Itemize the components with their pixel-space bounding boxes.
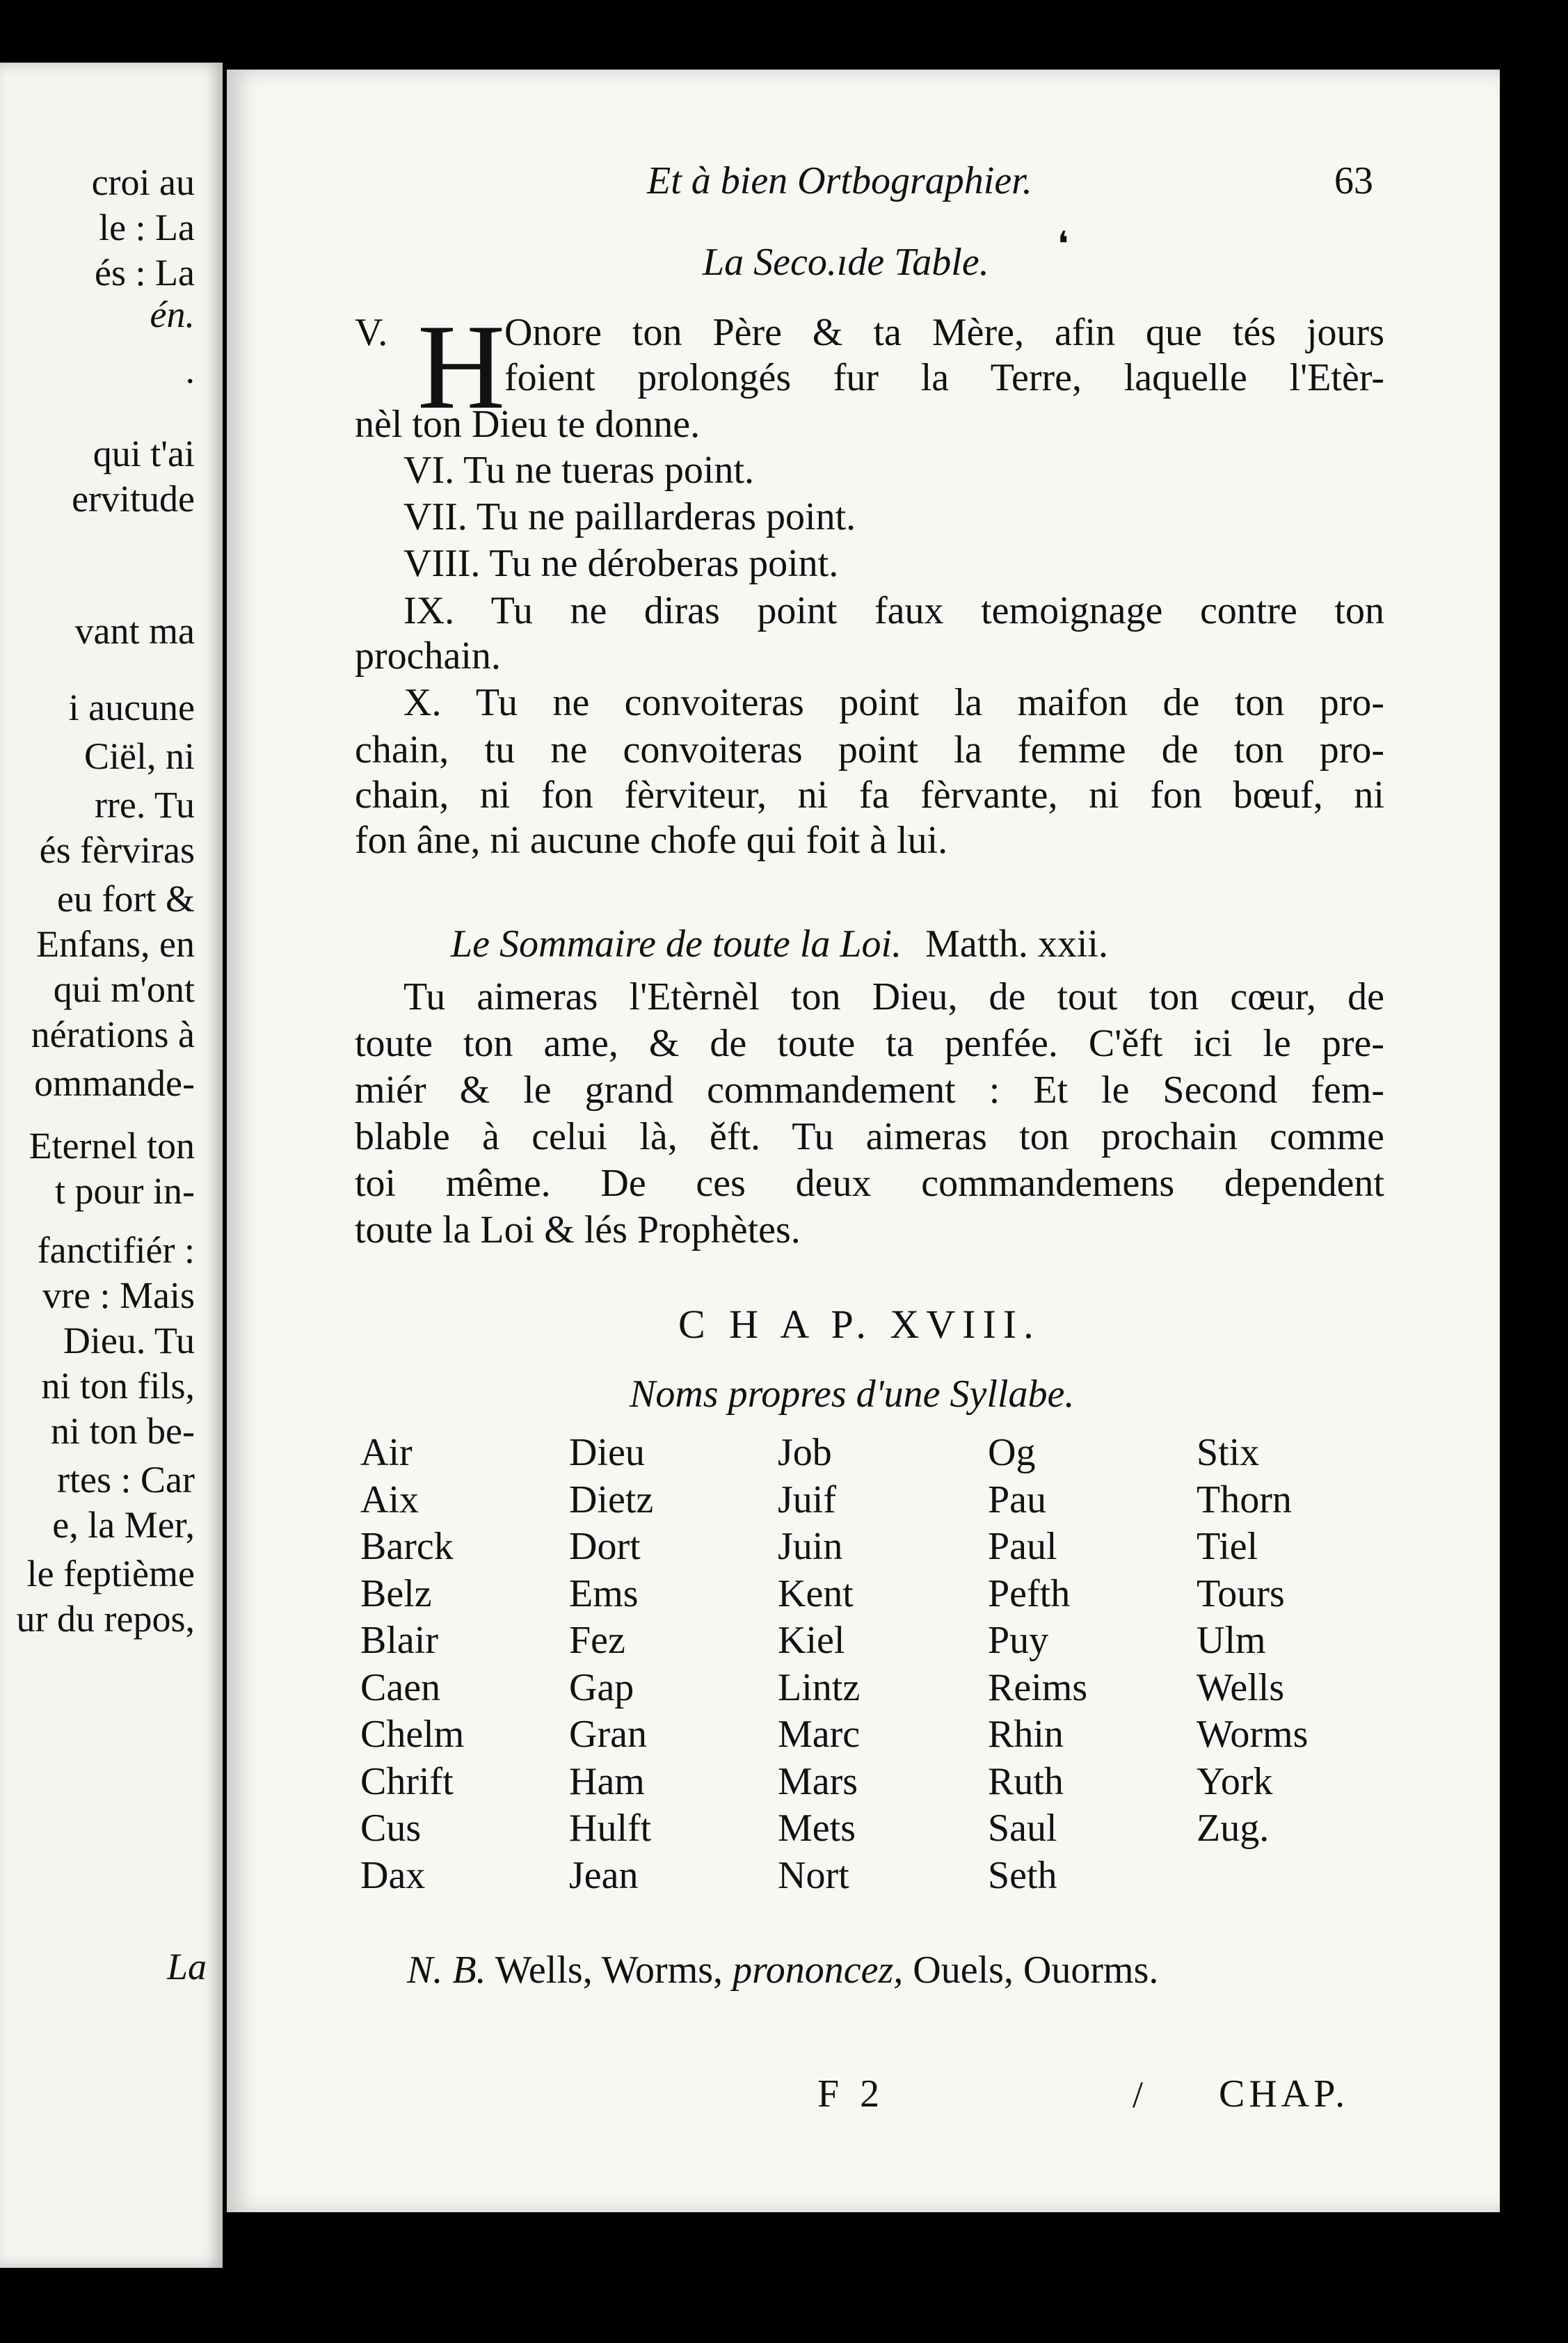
name-entry: Ems xyxy=(569,1572,639,1615)
name-entry: Zug. xyxy=(1197,1807,1270,1850)
sommaire-line: miér & le grand commandement : Et le Second fem- xyxy=(355,1069,1384,1112)
left-page-fragment: ur du repos, xyxy=(16,1598,195,1640)
nb-words: Wells, Worms, xyxy=(495,1949,723,1992)
name-column xyxy=(1197,1430,1308,1853)
name-entry: Dax xyxy=(360,1853,426,1897)
name-entry: Dieu xyxy=(569,1431,645,1474)
name-column xyxy=(360,1430,464,1899)
name-entry: Wells xyxy=(1197,1665,1285,1709)
left-page-fragment: vre : Mais xyxy=(42,1274,195,1316)
left-page-fragment: Enfans, en xyxy=(36,923,195,965)
name-entry: Pefth xyxy=(988,1572,1071,1615)
catchword: CHAP. xyxy=(1219,2072,1350,2116)
left-page xyxy=(0,63,223,2268)
name-entry: Hulft xyxy=(569,1807,652,1850)
name-entry: Blair xyxy=(360,1619,438,1662)
left-page-fragment: vant ma xyxy=(74,610,195,652)
nb-verb: prononcez, xyxy=(733,1949,904,1992)
name-entry: Gran xyxy=(569,1713,647,1756)
commandment-line: prochain. xyxy=(355,634,501,678)
left-page-fragment: nérations à xyxy=(31,1014,195,1055)
left-page-fragment: rtes : Car xyxy=(57,1459,195,1501)
name-entry: Paul xyxy=(988,1525,1057,1568)
name-column xyxy=(569,1430,653,1899)
name-entry: Cus xyxy=(360,1807,422,1850)
name-entry: Kiel xyxy=(778,1619,845,1662)
name-entry: Saul xyxy=(988,1807,1057,1850)
nb-note xyxy=(407,1948,1158,1992)
name-entry: Ulm xyxy=(1197,1619,1266,1662)
commandment-line: Onore ton Père & ta Mère, afin que tés jours xyxy=(504,311,1384,354)
name-entry: Mets xyxy=(778,1807,856,1850)
commandment-line: X. Tu ne convoiteras point la maifon de ton pro- xyxy=(403,681,1384,724)
name-entry: Fez xyxy=(569,1619,625,1662)
commandment-line: VIII. Tu ne déroberas point. xyxy=(403,542,839,585)
left-page-fragment: Dieu. Tu xyxy=(63,1320,195,1361)
name-entry: Tiel xyxy=(1197,1525,1258,1568)
sommaire-heading xyxy=(451,922,1108,966)
name-entry: Og xyxy=(988,1431,1036,1474)
name-entry: Mars xyxy=(778,1759,858,1803)
left-page-fragment: t pour in- xyxy=(55,1170,195,1212)
commandment-line: nèl ton Dieu te donne. xyxy=(355,403,701,446)
name-entry: Juin xyxy=(778,1525,843,1568)
left-page-fragment: qui m'ont xyxy=(53,968,195,1010)
name-entry: Pau xyxy=(988,1478,1046,1521)
name-entry: Air xyxy=(360,1431,413,1474)
left-page-fragment: eu fort & xyxy=(57,878,195,920)
left-page-fragment: ommande- xyxy=(34,1062,195,1104)
nb-pronunciation: Ouels, Ouorms. xyxy=(913,1949,1159,1992)
name-entry: Lintz xyxy=(778,1665,861,1709)
name-entry: Marc xyxy=(778,1713,861,1756)
section-title: La Seco.ıde Table. xyxy=(703,241,989,284)
commandment-line: fon âne, ni aucune chofe qui foit à lui. xyxy=(355,819,948,862)
left-page-fragment: Eternel ton xyxy=(29,1125,195,1167)
name-entry: Reims xyxy=(988,1665,1088,1709)
name-entry: Puy xyxy=(988,1619,1049,1662)
name-entry: Belz xyxy=(360,1572,432,1615)
ink-mark: ❛ xyxy=(1057,225,1069,264)
sommaire-line: blable à celui là, ěft. Tu aimeras ton prochain comme xyxy=(355,1115,1384,1158)
sommaire-title: Le Sommaire de toute la Loi. xyxy=(451,922,902,966)
left-page-fragment: rre. Tu xyxy=(94,784,195,826)
sommaire-reference: Matth. xxii. xyxy=(925,922,1108,966)
commandment-line: IX. Tu ne diras point faux temoignage contre ton xyxy=(403,589,1384,632)
left-page-fragment: és fèrviras xyxy=(39,829,195,871)
name-entry: Stix xyxy=(1197,1431,1260,1474)
left-page-fragment: ni ton fils, xyxy=(41,1365,195,1407)
name-column xyxy=(988,1430,1087,1899)
name-entry: Jean xyxy=(569,1853,639,1897)
signature-mark: F 2 xyxy=(817,2072,886,2116)
name-entry: Chrift xyxy=(360,1759,454,1803)
name-entry: Chelm xyxy=(360,1713,465,1756)
left-page-fragment: le feptième xyxy=(26,1553,195,1594)
left-page-fragment: ni ton be- xyxy=(51,1410,195,1452)
name-entry: Gap xyxy=(569,1665,634,1709)
name-entry: Dort xyxy=(569,1525,641,1568)
left-page-fragment: én. xyxy=(150,294,195,335)
commandment-line: chain, ni fon fèrviteur, ni fa fèrvante, ni fon bœuf, ni xyxy=(355,774,1384,817)
name-entry: Tours xyxy=(1197,1572,1285,1615)
left-page-fragment: croi au xyxy=(91,161,195,203)
left-page-fragment: ervitude xyxy=(72,478,195,520)
name-entry: Aix xyxy=(360,1478,419,1521)
drop-cap-h: H xyxy=(417,299,506,434)
name-entry: Job xyxy=(778,1431,832,1474)
names-heading: Noms propres d'une Syllabe. xyxy=(630,1373,1075,1416)
left-page-fragment: La xyxy=(167,1946,207,1988)
running-head: Et à bien Ortbographier. xyxy=(647,159,1032,202)
left-page-fragment: i aucune xyxy=(68,687,195,728)
left-page-fragment: Ciël, ni xyxy=(84,735,195,777)
name-entry: Rhin xyxy=(988,1713,1064,1756)
sommaire-line: toute la Loi & lés Prophètes. xyxy=(355,1208,801,1252)
name-entry: Ruth xyxy=(988,1759,1064,1803)
page-number: 63 xyxy=(1334,159,1373,202)
sommaire-line: toi même. De ces deux commandemens dependent xyxy=(355,1162,1384,1205)
left-page-fragment: és : La xyxy=(95,252,195,294)
commandment-line: VII. Tu ne paillarderas point. xyxy=(403,495,856,538)
name-entry: Juif xyxy=(778,1478,836,1521)
commandment-line: V. xyxy=(355,311,388,354)
name-entry: Kent xyxy=(778,1572,854,1615)
name-entry: Worms xyxy=(1197,1713,1309,1756)
left-page-fragment: fanctifiér : xyxy=(37,1229,195,1271)
chapter-title: C H A P. XVIII. xyxy=(678,1302,1041,1347)
nb-prefix: N. B. xyxy=(407,1949,486,1992)
name-entry: York xyxy=(1197,1759,1273,1803)
left-page-fragment: le : La xyxy=(99,207,195,248)
commandment-line: foient prolongés fur la Terre, laquelle l'Etèr- xyxy=(504,356,1384,399)
left-page-fragment: qui t'ai xyxy=(93,433,195,474)
ink-slash-mark: / xyxy=(1133,2074,1144,2116)
name-column xyxy=(778,1430,860,1899)
left-page-fragment: . xyxy=(185,349,195,391)
name-entry: Caen xyxy=(360,1665,441,1709)
commandment-line: chain, tu ne convoiteras point la femme de ton pro- xyxy=(355,728,1384,771)
left-page-fragment: e, la Mer, xyxy=(52,1504,195,1546)
name-entry: Ham xyxy=(569,1759,645,1803)
name-entry: Seth xyxy=(988,1853,1057,1897)
name-entry: Barck xyxy=(360,1525,454,1568)
sommaire-line: toute ton ame, & de toute ta penfée. C'ěft ici le pre- xyxy=(355,1022,1384,1065)
sommaire-line: Tu aimeras l'Etèrnèl ton Dieu, de tout ton cœur, de xyxy=(403,975,1384,1018)
name-entry: Thorn xyxy=(1197,1478,1292,1521)
name-entry: Dietz xyxy=(569,1478,654,1521)
name-entry: Nort xyxy=(778,1853,849,1897)
commandment-line: VI. Tu ne tueras point. xyxy=(403,449,754,492)
